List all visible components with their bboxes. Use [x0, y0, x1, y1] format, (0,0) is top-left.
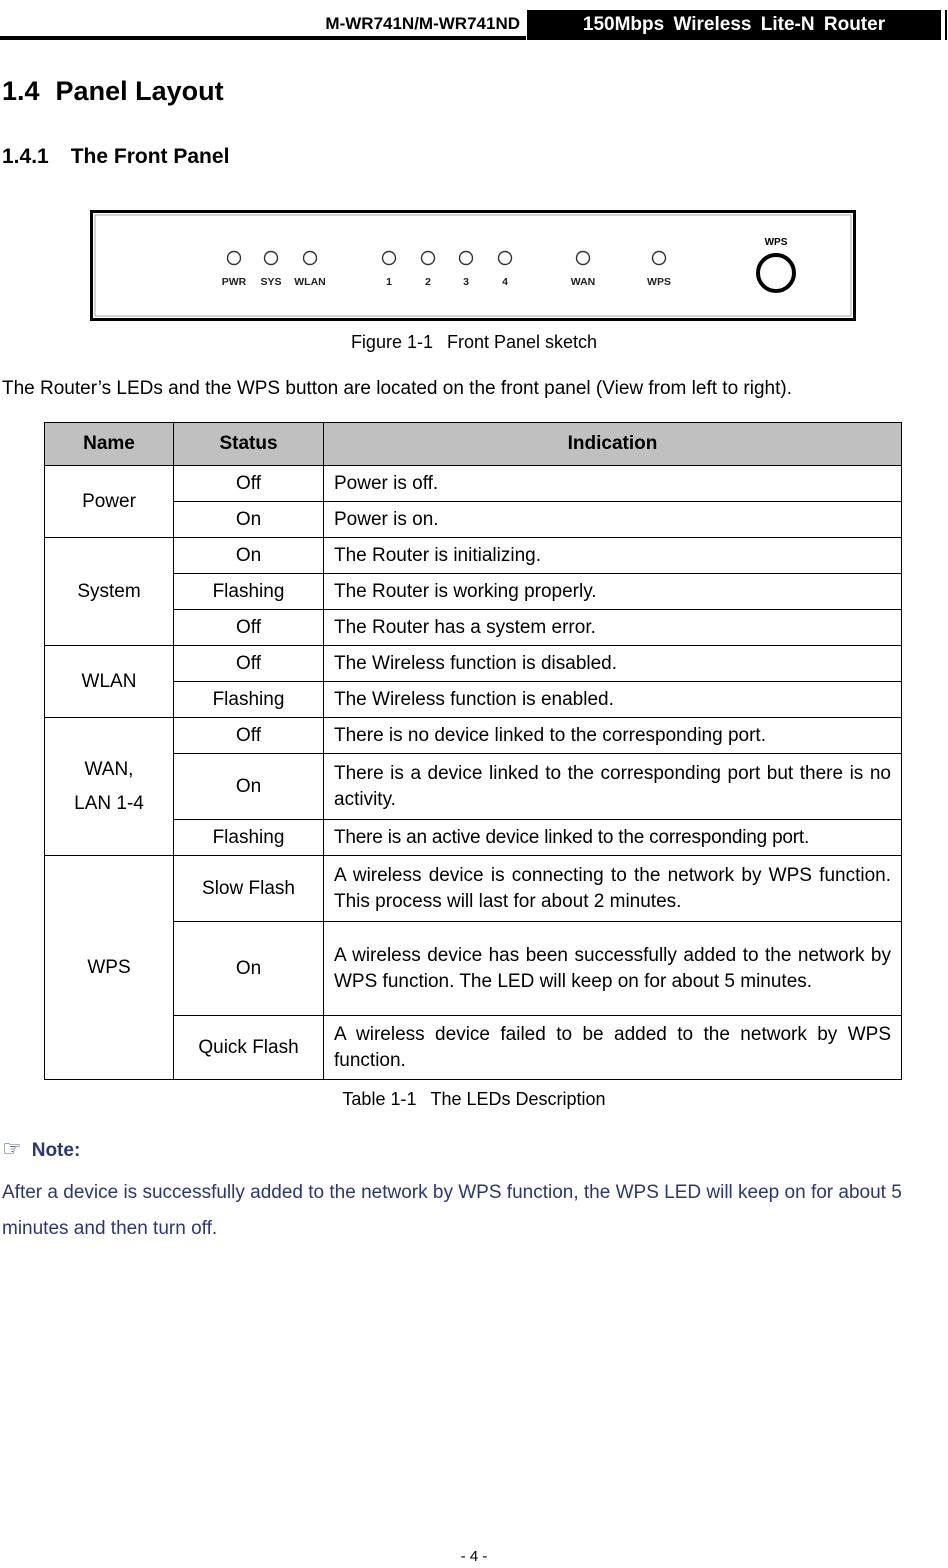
led-indication: The Wireless function is enabled. — [324, 682, 902, 718]
table-row — [45, 466, 902, 502]
table-row — [45, 718, 902, 754]
led-name — [45, 718, 174, 856]
led-status: Flashing — [174, 820, 324, 856]
led-status: Off — [174, 718, 324, 754]
led-indication: A wireless device is connecting to the network by WPS function. This process will last for about 2 minutes. — [324, 856, 902, 922]
table-row — [45, 646, 902, 682]
page-number: - 4 - — [460, 1548, 488, 1565]
led-indication: There is a device linked to the corresponding port but there is no activity. — [324, 754, 902, 820]
led-status: On — [174, 502, 324, 538]
led-label-sys: SYS — [260, 276, 282, 288]
figure-caption-number: Figure 1-1 — [350, 332, 433, 352]
led-label-pwr: PWR — [221, 276, 247, 288]
led-status: Flashing — [174, 574, 324, 610]
table-header-row — [45, 423, 902, 466]
led-status: On — [174, 922, 324, 1016]
led-status: Slow Flash — [174, 856, 324, 922]
led-status: Off — [174, 610, 324, 646]
table-caption-number: Table 1-1 — [342, 1089, 417, 1109]
led-status: Off — [174, 646, 324, 682]
led-label-4: 4 — [502, 276, 508, 288]
table-row — [45, 754, 902, 820]
led-indicator-pwr — [228, 252, 241, 265]
led-indication: The Wireless function is disabled. — [324, 646, 902, 682]
pointing-hand-icon: ☞ — [2, 1136, 22, 1161]
page-header — [0, 10, 948, 40]
header-product: 150Mbps Wireless Lite-N Router — [527, 10, 941, 40]
led-indicator-4 — [499, 252, 512, 265]
table-row — [45, 574, 902, 610]
led-indicator-3 — [460, 252, 473, 265]
table-caption-text: The LEDs Description — [430, 1089, 606, 1109]
led-status: On — [174, 754, 324, 820]
led-status: Off — [174, 466, 324, 502]
col-header-name: Name — [45, 423, 174, 466]
section-title: Panel Layout — [55, 76, 224, 106]
led-indication: A wireless device has been successfully added to the network by WPS function. The LED will keep on for about 5 minutes. — [324, 922, 902, 1016]
subsection-title: The Front Panel — [70, 145, 230, 168]
figure-caption-text: Front Panel sketch — [446, 332, 598, 352]
led-indication: The Router has a system error. — [324, 610, 902, 646]
led-indication: There is an active device linked to the corresponding port. — [324, 820, 902, 856]
led-indication: The Router is initializing. — [324, 538, 902, 574]
header-model — [0, 10, 526, 40]
note-label: Note: — [31, 1140, 81, 1161]
led-indicator-sys — [265, 252, 278, 265]
led-name: WLAN — [45, 646, 174, 718]
led-name: System — [45, 538, 174, 646]
led-indication: There is no device linked to the corresponding port. — [324, 718, 902, 754]
header-divider — [945, 10, 947, 40]
table-row — [45, 502, 902, 538]
led-name: Power — [45, 466, 174, 538]
led-name-line1: WAN, — [84, 758, 134, 780]
led-indicator-2 — [422, 252, 435, 265]
led-name: WPS — [45, 856, 174, 1080]
led-indication: Power is on. — [324, 502, 902, 538]
led-indication: A wireless device failed to be added to the network by WPS function. — [324, 1016, 902, 1080]
table-row — [45, 922, 902, 1016]
led-indicator-wan — [577, 252, 590, 265]
front-panel-sketch — [90, 210, 856, 321]
subsection-number: 1.4.1 — [2, 145, 49, 168]
led-label-wps: WPS — [647, 276, 671, 288]
led-indicator-wlan — [304, 252, 317, 265]
section-heading — [2, 76, 224, 107]
col-header-status: Status — [174, 423, 324, 466]
subsection-heading — [2, 145, 229, 169]
led-table — [44, 422, 902, 1080]
table-row — [45, 820, 902, 856]
led-indicator-1 — [383, 252, 396, 265]
note-text: After a device is successfully added to the network by WPS function, the WPS LED will keep on for about 5 minutes and then turn off. — [2, 1182, 902, 1239]
col-header-indication: Indication — [324, 423, 902, 466]
led-name-line2: LAN 1-4 — [74, 792, 144, 814]
note-heading — [2, 1136, 80, 1162]
section-number: 1.4 — [2, 76, 40, 106]
table-row — [45, 856, 902, 922]
led-indication: Power is off. — [324, 466, 902, 502]
led-label-wan: WAN — [570, 276, 596, 288]
led-indicator-wps — [653, 252, 666, 265]
led-indication: The Router is working properly. — [324, 574, 902, 610]
wps-button-label: WPS — [764, 237, 788, 248]
header-model-text: M-WR741N/M-WR741ND — [325, 14, 520, 33]
led-label-3: 3 — [463, 276, 469, 288]
table-row — [45, 538, 902, 574]
led-status: On — [174, 538, 324, 574]
led-status: Quick Flash — [174, 1016, 324, 1080]
table-row — [45, 682, 902, 718]
led-label-1: 1 — [386, 276, 392, 288]
intro-paragraph: The Router’s LEDs and the WPS button are located on the front panel (View from left to right). — [2, 378, 792, 399]
led-status: Flashing — [174, 682, 324, 718]
led-label-2: 2 — [425, 276, 431, 288]
table-row — [45, 1016, 902, 1080]
table-row — [45, 610, 902, 646]
figure-caption — [0, 332, 948, 353]
led-label-wlan: WLAN — [294, 276, 326, 288]
table-caption — [0, 1089, 948, 1110]
